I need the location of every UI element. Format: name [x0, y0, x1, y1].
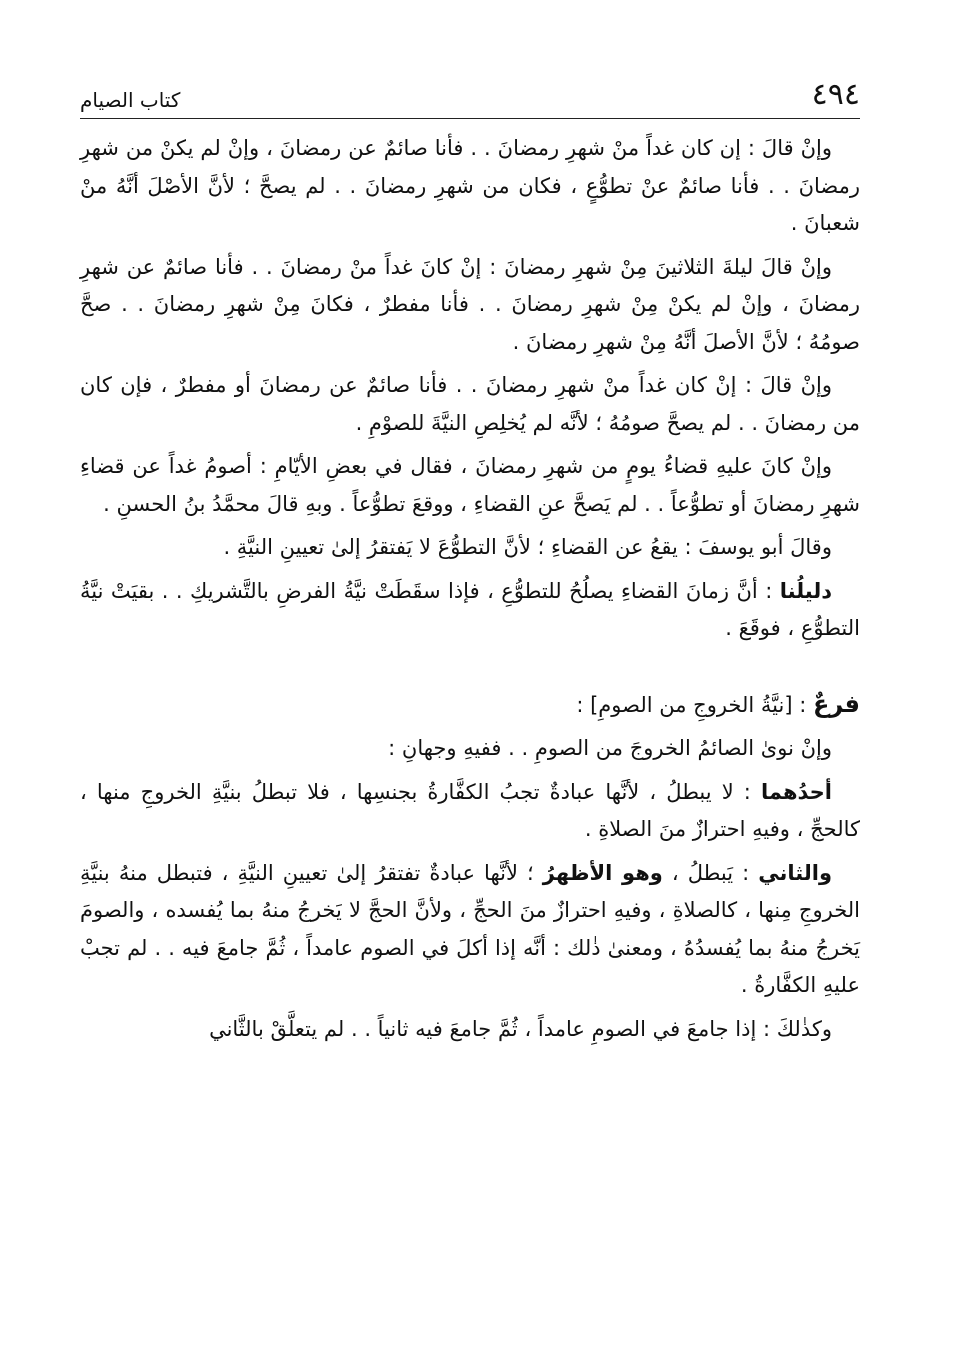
paragraph: وإنْ كانَ عليهِ قضاءُ يومٍ من شهرِ رمضانَ ، فقال في بعضِ الأيّامِ : أصومُ غداً عن قضاءِ شهرِ رمضانَ أو تطوُّعاً . . لم يَصحَّ عنِ القضاءِ ، ووقعَ تطوُّعاً . وبهِ قالَ محمَّدُ بنُ الحسنِ . — [80, 454, 860, 516]
paragraph-lead: والثاني — [758, 860, 832, 885]
paragraph: وإنْ قالَ ليلةَ الثلاثينَ مِنْ شهرِ رمضانَ : إنْ كانَ غداً منْ رمضانَ . . فأنا صائمٌ عن شهرِ رمضانَ ، وإنْ لم يكنْ مِنْ شهرِ رمضانَ . . فأنا مفطرٌ ، فكانَ مِنْ شهرِ رمضانَ . . صحَّ صومُهُ ؛ لأنَّ الأصلَ أنَّهُ مِنْ شهرِ رمضانَ . — [80, 254, 860, 354]
paragraph — [80, 774, 860, 849]
page-header — [80, 78, 860, 118]
paragraph: وإنْ نوىٰ الصائمُ الخروجَ من الصومِ . . ففيهِ وجهانِ : — [388, 736, 832, 760]
paragraph — [80, 573, 860, 648]
section-heading — [80, 686, 860, 725]
paragraph-emphasis: وهو الأظهرُ — [542, 860, 663, 885]
paragraph-text: ؛ لأنَّها عبادةٌ تفتقرُ إلىٰ تعيينِ النيَّةِ ، فتبطل منهُ بنيَّةِ الخروجِ مِنها ، كالصلاةِ ، وفيهِ احترازٌ منَ الحجِّ ، ولأنَّ الحجَّ لا يَخرجُ منهُ بما يُفسده ، والصومَ يَخرجُ منهُ بما يُفسدُهُ ، ومعنىٰ ذٰلك : أنَّه إذا أكلَ في الصوم عامداً ، ثُمَّ جامعَ فيه . . لم تجبْ عليهِ الكفَّارةُ . — [80, 860, 860, 997]
paragraph: وكذٰلكَ : إذا جامعَ في الصومِ عامداً ، ثُمَّ جامعَ فيه ثانياً . . لم يتعلَّقْ بالثَّاني — [209, 1016, 832, 1041]
paragraph-text: : لا يبطلُ ، لأنَّها عبادةٌ تجبُ الكفَّارةُ بجنسِها ، فلا تبطلُ بنيَّةِ الخروجِ منها ، كالحجِّ ، وفيهِ احترازٌ منَ الصلاةِ . — [80, 779, 860, 841]
paragraph: وقالَ أبو يوسفَ : يقعُ عن القضاءِ ؛ لأنَّ التطوُّعَ لا يَفتقرُ إلىٰ تعيينِ النيَّةِ . — [223, 535, 832, 559]
header-divider — [80, 118, 860, 119]
paragraph-lead: دليلُنا — [779, 578, 832, 603]
paragraph — [80, 855, 860, 1005]
section-heading-term: فرعٌ — [812, 689, 860, 718]
page-number: ٤٩٤ — [811, 77, 860, 112]
paragraph-lead: أحدُهما — [761, 779, 832, 804]
paragraph: وإنْ قالَ : إن كان غداً منْ شهرِ رمضانَ . . فأنا صائمٌ عن رمضانَ ، وإنْ لم يكنْ من شهرِ رمضانَ . . فأنا صائمٌ عنْ تطوُّعٍ ، فكان من شهرِ رمضانَ . . لم يصحَّ ؛ لأنَّ الأصْلَ أنَّهُ منْ شعبانَ . — [80, 136, 860, 235]
page-body — [80, 130, 860, 1054]
section-heading-text: : [نيَّةُ الخروجِ من الصومِ] : — [576, 692, 813, 717]
book-title: كتاب الصيام — [80, 88, 181, 112]
paragraph-text: : أنَّ زمانَ القضاءِ يصلُحُ للتطوُّعِ ، فإذا سقَطَتْ نيَّةُ الفرضِ بالتَّشريكِ . . بقيَتْ نيَّةُ التطوُّعِ ، فوقَعَ . — [80, 578, 860, 640]
paragraph-text: : يَبطلُ ، — [662, 860, 759, 885]
paragraph: وإنْ قالَ : إنْ كان غداً منْ شهرِ رمضانَ . . فأنا صائمٌ عن رمضانَ أو مفطرٌ ، فإن كان من رمضانَ . . لم يصحَّ صومُهُ ؛ لأنَّه لم يُخلِصِ النيَّةَ للصوْمِ . — [80, 373, 860, 435]
